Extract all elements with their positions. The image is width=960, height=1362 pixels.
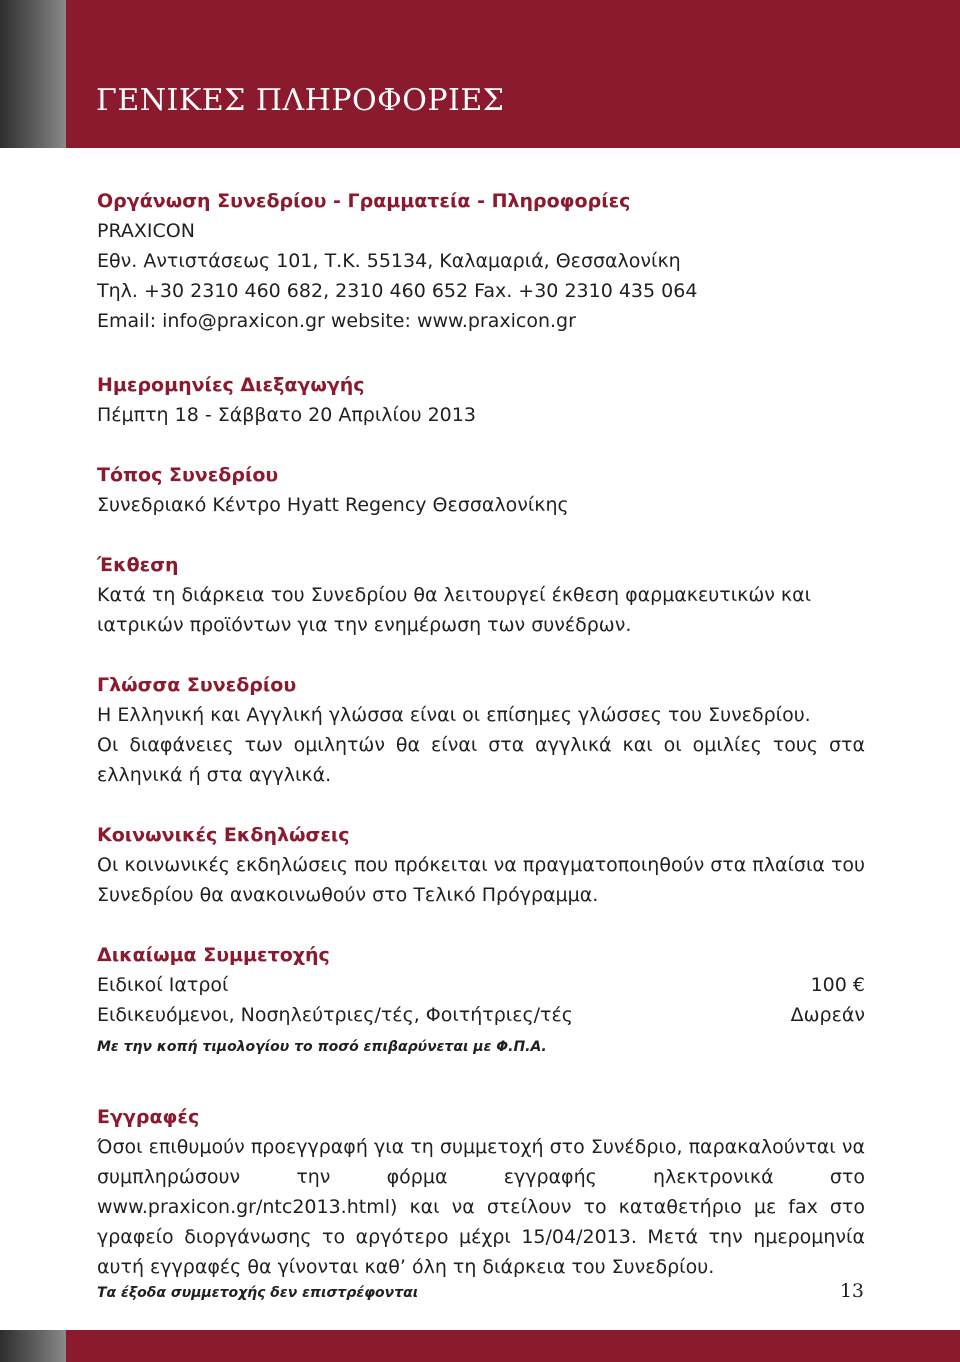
footer-gradient-strip [0,1330,66,1362]
social-heading: Κοινωνικές Εκδηλώσεις [97,824,350,846]
fee-label: Ειδικευόμενοι, Νοσηλεύτριες/τές, Φοιτήτριες/τές [97,1004,573,1026]
page-number: 13 [839,1280,864,1302]
fees-note: Με την κοπή τιμολογίου το ποσό επιβαρύνεται με Φ.Π.Α. [97,1039,547,1055]
organization-company: PRAXICON [97,220,195,242]
page-title: ΓΕΝΙΚΕΣ ΠΛΗΡΟΦΟΡΙΕΣ [96,83,505,118]
social-text: Οι κοινωνικές εκδηλώσεις που πρόκειται να πραγματοποιηθούν στα πλαίσια του Συνεδρίου θα ανακοινωθούν στο Τελικό Πρόγραμμα. [97,854,865,906]
venue-heading: Τόπος Συνεδρίου [97,464,279,486]
language-line1: Η Ελληνική και Αγγλική γλώσσα είναι οι επίσημες γλώσσες του Συνεδρίου. [97,704,811,726]
organization-phone-fax: Τηλ. +30 2310 460 682, 2310 460 652 Fax. +30 2310 435 064 [97,280,698,302]
fee-row [97,1000,865,1030]
exhibition-section [97,550,865,640]
fees-section [97,940,865,1058]
dates-heading: Ημερομηνίες Διεξαγωγής [97,374,365,396]
fees-heading: Δικαίωμα Συμμετοχής [97,944,330,966]
exhibition-text: Κατά τη διάρκεια του Συνεδρίου θα λειτουργεί έκθεση φαρμακευτικών και ιατρικών προϊόντων για την ενημέρωση των συνέδρων. [97,584,812,636]
dates-text: Πέμπτη 18 - Σάββατο 20 Απριλίου 2013 [97,404,476,426]
footer-band [0,1330,960,1362]
fee-value: Δωρεάν [790,1004,865,1026]
organization-heading: Οργάνωση Συνεδρίου - Γραμματεία - Πληροφορίες [97,190,631,212]
header-band [0,0,960,148]
exhibition-heading: Έκθεση [97,554,179,576]
social-section [97,820,865,910]
fee-label: Ειδικοί Ιατροί [97,974,229,996]
organization-address: Εθν. Αντιστάσεως 101, Τ.Κ. 55134, Καλαμαριά, Θεσσαλονίκη [97,250,681,272]
fee-value: 100 € [810,974,865,996]
fee-row [97,970,865,1000]
registration-heading: Εγγραφές [97,1106,200,1128]
registration-note: Τα έξοδα συμμετοχής δεν επιστρέφονται [97,1285,419,1301]
organization-section [97,186,865,336]
language-text2: Οι διαφάνειες των ομιλητών θα είναι στα αγγλικά και οι ομιλίες τους στα ελληνικά ή στα αγγλικά. [97,734,865,786]
content [97,186,865,1304]
language-heading: Γλώσσα Συνεδρίου [97,674,297,696]
organization-email-web: Email: info@praxicon.gr website: www.praxicon.gr [97,310,576,332]
dates-section [97,370,865,430]
registration-text: Όσοι επιθυμούν προεγγραφή για τη συμμετοχή στο Συνέδριο, παρακαλούνται να συμπληρώσουν την φόρμα εγγραφής ηλεκτρονικά στο www.praxicon.gr/ntc2013.html) και να στείλουν το καταθετήριο με fax στο γραφείο διοργάνωσης το αργότερο μέχρι 15/04/2013. Μετά την ημερομηνία αυτή εγγραφές θα γίνονται καθ’ όλη τη διάρκεια του Συνεδρίου. [97,1136,865,1278]
header-gradient-strip [0,0,66,148]
language-section [97,670,865,790]
venue-text: Συνεδριακό Κέντρο Hyatt Regency Θεσσαλονίκης [97,494,569,516]
venue-section [97,460,865,520]
registration-section [97,1102,865,1304]
